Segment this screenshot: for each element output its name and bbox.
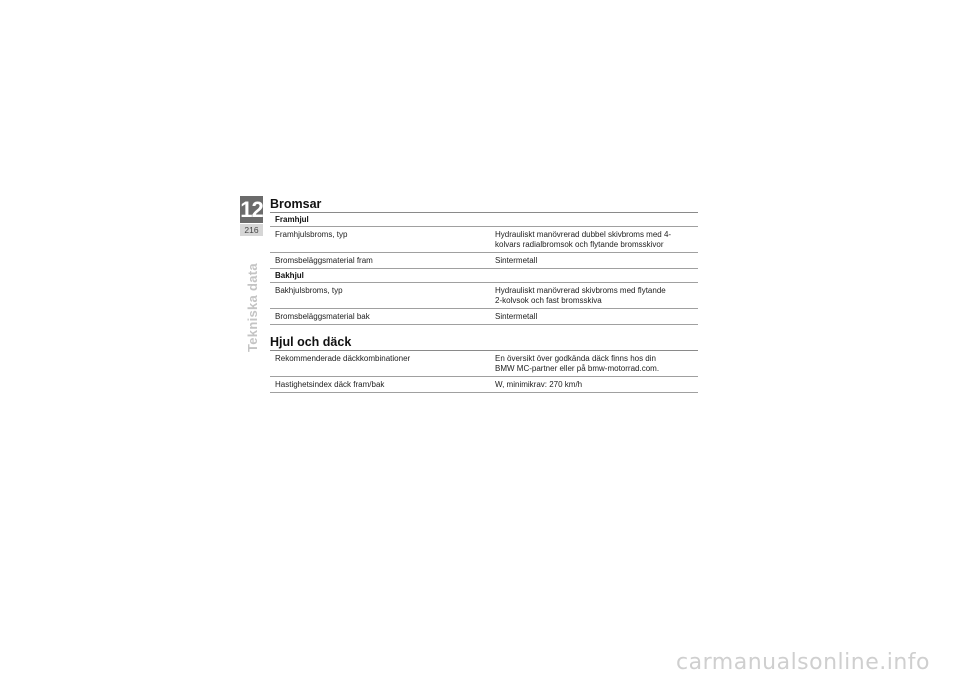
group-front-wheel xyxy=(270,213,698,227)
spec-value xyxy=(490,253,698,268)
spec-value-line: Sintermetall xyxy=(495,256,538,265)
group-subhead: Bakhjul xyxy=(275,271,304,280)
spec-label: Bakhjulsbroms, typ xyxy=(275,286,343,295)
group-subhead: Framhjul xyxy=(275,215,309,224)
spec-label: Bromsbeläggsmaterial bak xyxy=(275,312,370,321)
spec-value-line: W, minimikrav: 270 km/h xyxy=(495,380,583,389)
chapter-number: 12 xyxy=(240,197,263,222)
spec-value-line: Sintermetall xyxy=(495,312,538,321)
section-title: Hjul och däck xyxy=(270,335,352,349)
spec-row xyxy=(270,283,698,309)
section-gap xyxy=(270,325,698,334)
spec-row xyxy=(270,253,698,269)
spec-value-line: Hydrauliskt manövrerad dubbel skivbroms med 4- xyxy=(495,230,672,239)
spec-row xyxy=(270,227,698,253)
spec-label: Framhjulsbroms, typ xyxy=(275,230,348,239)
spec-value-line: En översikt över godkända däck finns hos din xyxy=(495,354,656,363)
chapter-tab xyxy=(240,196,263,240)
page-number: 216 xyxy=(240,224,263,236)
spec-value-line: BMW MC-partner eller på bmw-motorrad.com. xyxy=(495,364,660,373)
spec-label: Rekommenderade däckkombinationer xyxy=(275,354,411,363)
spec-value xyxy=(490,227,698,252)
spec-value xyxy=(490,283,698,308)
spec-value xyxy=(490,309,698,324)
section-wheels-tyres xyxy=(270,334,698,393)
spec-value-line: 2-kolvsok och fast bromsskiva xyxy=(495,296,602,305)
spec-value xyxy=(490,377,698,392)
spec-row xyxy=(270,351,698,377)
watermark: carmanualsonline.info xyxy=(676,650,930,675)
group-rear-wheel xyxy=(270,269,698,283)
spec-row xyxy=(270,377,698,393)
spec-label: Hastighetsindex däck fram/bak xyxy=(275,380,385,389)
spec-row xyxy=(270,309,698,325)
spec-value-line: kolvars radialbromsok och flytande bromsskivor xyxy=(495,240,664,249)
spec-label: Bromsbeläggsmaterial fram xyxy=(275,256,373,265)
spec-value xyxy=(490,351,698,376)
spec-content xyxy=(270,196,698,393)
section-brakes xyxy=(270,196,698,325)
spec-value-line: Hydrauliskt manövrerad skivbroms med flytande xyxy=(495,286,666,295)
section-title: Bromsar xyxy=(270,197,322,211)
chapter-side-title: Tekniska data xyxy=(245,263,260,352)
